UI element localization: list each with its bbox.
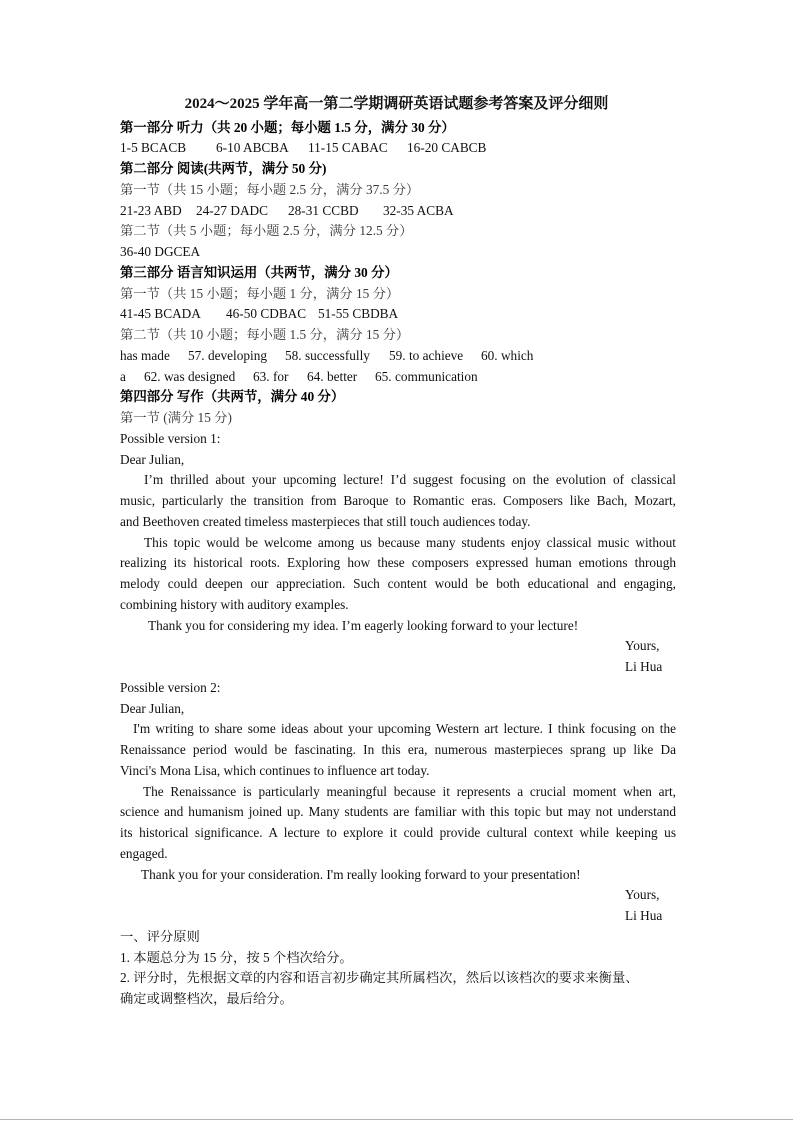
answer-group: 1-5 BCACB [120,140,187,156]
part1-answers [120,138,676,159]
part2-heading: 第二部分 阅读(共两节，满分 50 分) [120,161,327,177]
answer-item: has made [120,347,170,363]
version1-paragraph2-line: This topic would be welcome among us because many students enjoy classical music without [144,534,676,550]
part3-section2-answers-row2 [120,367,676,388]
version2-paragraph2-line: its historical significance. A lecture to explore it could provide cultural context while keeping us [120,825,676,841]
part2-section2-heading: 第二节（共 5 小题；每小题 2.5 分，满分 12.5 分） [120,223,413,239]
part1-heading: 第一部分 听力（共 20 小题；每小题 1.5 分，满分 30 分） [120,119,455,135]
version1-paragraph3-line: Thank you for considering my idea. I’m eagerly looking forward to your lecture! [148,617,579,633]
answer-group: 11-15 CABAC [308,140,388,156]
scoring-item-continuation: 确定或调整档次，最后给分。 [120,991,293,1007]
part3-section2-answers-row1 [120,346,676,367]
version1-signature: Li Hua [625,659,663,675]
version2-label: Possible version 2: [120,679,221,695]
answer-key-body [120,118,676,1010]
answer-item: 65. communication [375,368,478,384]
version2-closing: Yours, [625,887,660,903]
answer-group: 21-23 ABD [120,202,182,218]
scoring-item: 2. 评分时，先根据文章的内容和语言初步确定其所属档次，然后以该档次的要求来衡量、 [120,970,639,986]
answer-item: 63. for [253,368,289,384]
answer-group: 32-35 ACBA [383,202,454,218]
part2-section1-heading: 第一节（共 15 小题；每小题 2.5 分，满分 37.5 分） [120,181,420,197]
part4-section1-heading: 第一节 (满分 15 分) [120,410,232,426]
answer-group: 46-50 CDBAC [226,306,307,322]
part3-section1-answers [120,304,676,325]
version2-signature: Li Hua [625,908,663,924]
part2-section1-answers [120,201,676,222]
part3-section2-heading: 第二节（共 10 小题；每小题 1.5 分，满分 15 分） [120,327,410,343]
answer-group: 36-40 DGCEA [120,244,201,260]
version2-paragraph2-line: The Renaissance is particularly meaningful because it represents a crucial moment when art, [143,783,676,799]
version1-paragraph2-line: combining history with auditory examples. [120,596,349,612]
version1-paragraph1-line: music, particularly the transition from Baroque to Romantic eras. Composers like Bach, Mozart, [120,493,676,509]
version2-paragraph1-line: I'm writing to share some ideas about your upcoming Western art lecture. I think focusing on the [133,721,676,737]
answer-item: 62. was designed [144,368,236,384]
version1-paragraph2-line: melody could deepen our appreciation. Such content would be both educational and engaging, [120,576,676,592]
answer-item: 58. successfully [285,347,370,363]
version1-paragraph1-line: and Beethoven created timeless masterpieces that still touch audiences today. [120,513,531,529]
version1-salutation: Dear Julian, [120,451,185,467]
part3-heading: 第三部分 语言知识运用（共两节，满分 30 分） [120,264,398,280]
version2-paragraph2-line: science and humanism joined up. Many students are familiar with this topic but may not understand [120,804,676,820]
part2-section2-answers [120,242,676,263]
scoring-heading: 一、评分原则 [120,928,200,944]
version1-label: Possible version 1: [120,430,221,446]
version2-salutation: Dear Julian, [120,700,185,716]
part3-section1-heading: 第一节（共 15 小题；每小题 1 分，满分 15 分） [120,285,400,301]
page-bottom-rule [0,1119,793,1120]
answer-group: 24-27 DADC [196,202,269,218]
answer-group: 6-10 ABCBA [216,140,289,156]
scoring-item: 1. 本题总分为 15 分，按 5 个档次给分。 [120,949,353,965]
answer-item: 64. better [307,368,358,384]
answer-group: 28-31 CCBD [288,202,359,218]
version1-closing: Yours, [625,638,660,654]
part4-heading: 第四部分 写作（共两节，满分 40 分） [120,389,345,405]
answer-group: 51-55 CBDBA [318,306,399,322]
answer-item: 60. which [481,347,534,363]
answer-group: 16-20 CABCB [407,140,487,156]
version2-paragraph2-line: engaged. [120,845,168,861]
answer-item: 57. developing [188,347,268,363]
answer-item: a [120,368,126,384]
answer-group: 41-45 BCADA [120,306,201,322]
version1-paragraph2-line: realizing its historical roots. Exploring how these composers expressed human emotions through [120,555,676,571]
answer-item: 59. to achieve [389,347,464,363]
version2-paragraph1-line: Vinci's Mona Lisa, which continues to influence art today. [120,762,430,778]
version1-paragraph1-line: I’m thrilled about your upcoming lecture! I’d suggest focusing on the evolution of classical [144,472,676,488]
page-title: 2024～2025 学年高一第二学期调研英语试题参考答案及评分细则 [184,96,609,112]
version2-paragraph1-line: Renaissance period would be fascinating. In this era, numerous masterpieces sprang up like Da [120,742,676,758]
version2-paragraph3-line: Thank you for your consideration. I'm really looking forward to your presentation! [141,866,581,882]
